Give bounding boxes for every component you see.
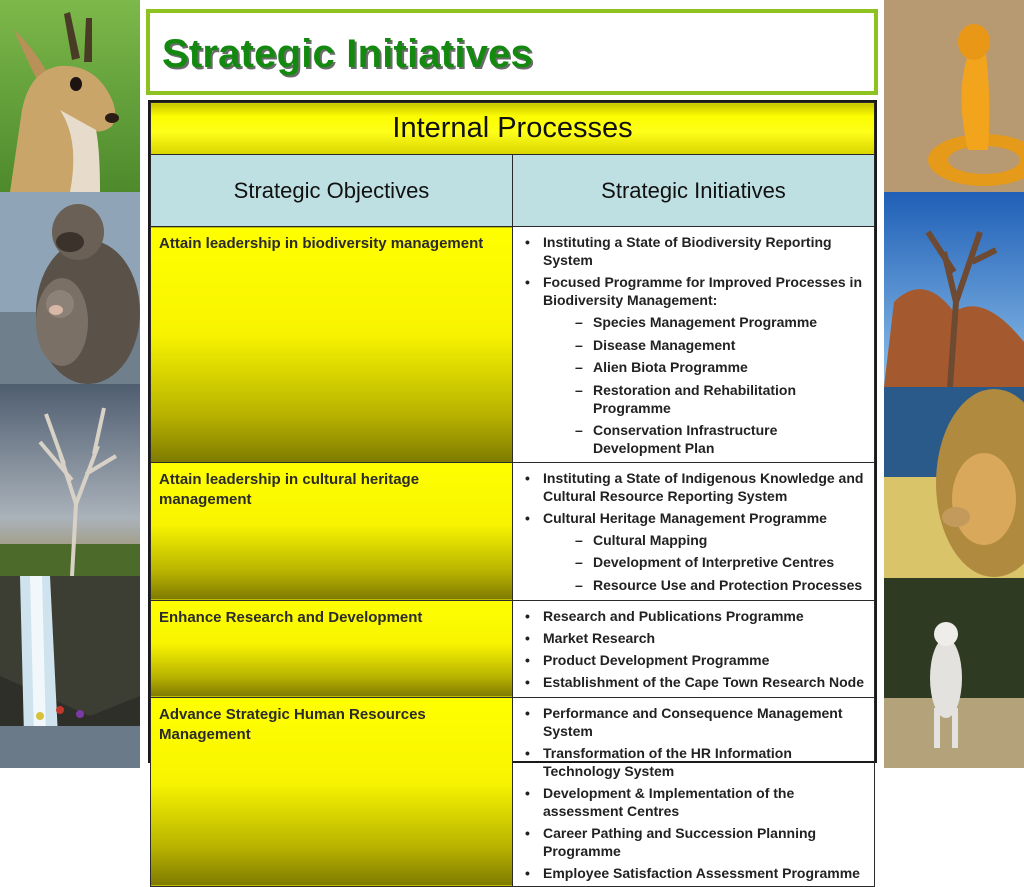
antelope-photo <box>0 0 140 192</box>
table-row <box>151 600 875 697</box>
vervet-monkey-photo <box>884 578 1024 768</box>
table-row <box>151 697 875 886</box>
sub-initiative-item: – Resource Use and Protection Processes <box>523 576 866 594</box>
objective-cell: Attain leadership in biodiversity management <box>151 227 513 463</box>
initiative-item: • Focused Programme for Improved Processes in Biodiversity Management: <box>523 273 866 309</box>
column-header-objectives: Strategic Objectives <box>151 155 513 227</box>
baboons-photo <box>0 192 140 384</box>
sub-initiative-item: – Disease Management <box>523 336 866 354</box>
lion-photo <box>884 387 1024 578</box>
initiative-item: • Transformation of the HR Information Technology System <box>523 744 866 780</box>
sub-initiative-item: – Development of Interpretive Centres <box>523 553 866 571</box>
objective-cell: Advance Strategic Human Resources Management <box>151 697 513 886</box>
title-box <box>146 9 878 95</box>
initiative-item: • Employee Satisfaction Assessment Programme <box>523 864 866 882</box>
table-header: Internal Processes <box>151 103 875 155</box>
sub-initiative-item: – Restoration and Rehabilitation Programme <box>523 381 866 417</box>
objective-cell: Attain leadership in cultural heritage management <box>151 462 513 600</box>
initiative-item: • Instituting a State of Indigenous Knowledge and Cultural Resource Reporting System <box>523 469 866 505</box>
sub-initiative-item: – Cultural Mapping <box>523 531 866 549</box>
initiative-item: • Market Research <box>523 629 866 647</box>
column-header-initiatives: Strategic Initiatives <box>513 155 875 227</box>
initiative-item: • Career Pathing and Succession Planning Programme <box>523 824 866 860</box>
page-title: Strategic Initiatives <box>162 32 533 76</box>
right-photo-strip <box>884 0 1024 768</box>
left-photo-strip <box>0 0 140 768</box>
initiative-item: • Cultural Heritage Management Programme <box>523 509 866 527</box>
initiatives-cell <box>513 462 875 600</box>
sub-initiative-item: – Species Management Programme <box>523 313 866 331</box>
dead-tree-rocks-photo <box>884 192 1024 387</box>
cobra-photo <box>884 0 1024 192</box>
initiatives-cell <box>513 227 875 463</box>
waterfall-photo <box>0 576 140 768</box>
initiative-item: • Research and Publications Programme <box>523 607 866 625</box>
table-row <box>151 227 875 463</box>
initiative-item: • Product Development Programme <box>523 651 866 669</box>
sub-initiative-item: – Conservation Infrastructure Development Plan <box>523 421 866 457</box>
initiatives-table <box>148 100 877 881</box>
initiative-item: • Instituting a State of Biodiversity Reporting System <box>523 233 866 269</box>
dead-tree-photo <box>0 384 140 576</box>
initiative-item: • Performance and Consequence Management System <box>523 704 866 740</box>
table-row <box>151 462 875 600</box>
initiatives-cell <box>513 697 875 886</box>
sub-initiative-item: – Alien Biota Programme <box>523 358 866 376</box>
objective-cell: Enhance Research and Development <box>151 600 513 697</box>
initiative-item: • Establishment of the Cape Town Research Node <box>523 673 866 691</box>
initiatives-cell <box>513 600 875 697</box>
initiative-item: • Development & Implementation of the assessment Centres <box>523 784 866 820</box>
